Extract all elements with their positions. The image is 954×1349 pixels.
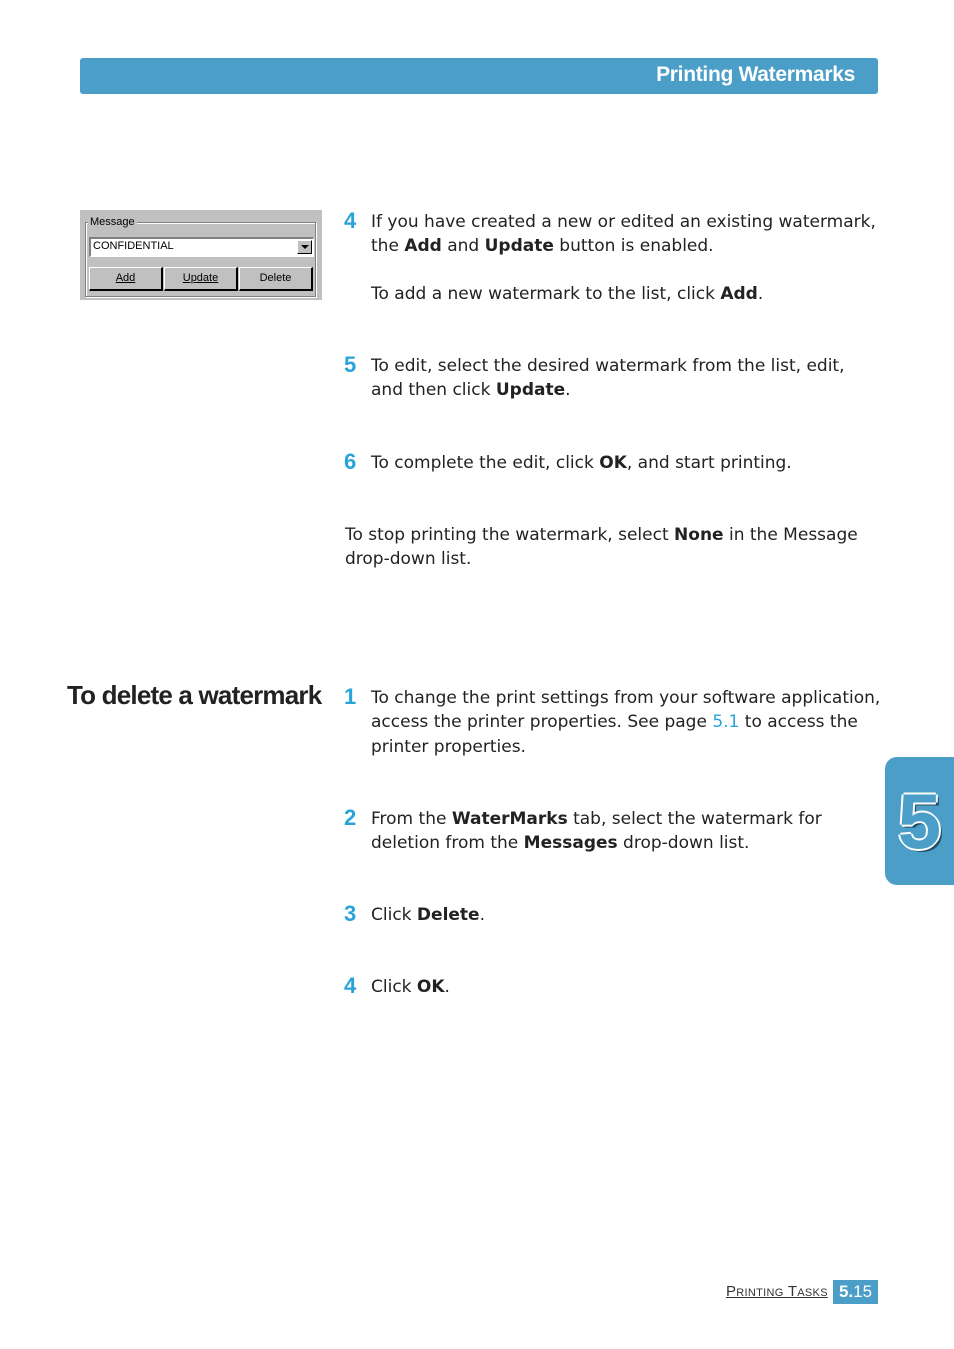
section-title: To delete a watermark <box>67 680 322 710</box>
text-run: To edit, select the desired watermark from the list, edit, and then click <box>371 356 845 401</box>
text-run: . <box>479 905 485 925</box>
bold-run: Update <box>495 380 566 401</box>
bold-run: None <box>674 525 724 545</box>
update-button-label: Update <box>182 272 219 284</box>
text-run: . <box>565 380 571 401</box>
step-text <box>371 903 881 927</box>
bold-run: WaterMarks <box>451 809 568 829</box>
message-group-label: Message <box>90 216 135 228</box>
bold-run: Add <box>404 236 442 257</box>
text-run: . <box>757 284 764 304</box>
bold-run: OK <box>416 977 445 997</box>
bold-run: Update <box>484 236 554 257</box>
text-run: and <box>441 236 485 257</box>
bold-run: Add <box>720 284 758 304</box>
text-run: tab, select the watermark for deletion from the <box>371 809 822 854</box>
chapter-tab <box>885 757 954 885</box>
text-run: , and start printing. <box>626 453 792 473</box>
add-button-label: Add <box>115 272 136 284</box>
text-run: drop-down list. <box>617 833 750 854</box>
step-text <box>371 686 881 759</box>
step-number: 6 <box>344 449 357 474</box>
step-number: 2 <box>344 805 357 830</box>
bold-run: OK <box>599 453 627 473</box>
step-text <box>371 210 881 259</box>
text-run: . <box>444 977 450 997</box>
text-run: To add a new watermark to the list, click <box>371 284 721 304</box>
chapter-number: 5 <box>897 777 942 865</box>
add-button[interactable] <box>89 267 163 291</box>
text-run: From the <box>371 809 452 829</box>
text-run: to access the printer properties. <box>371 712 858 757</box>
text-run: To complete the edit, click <box>371 453 600 473</box>
text-run: Click <box>371 905 417 925</box>
text-run: To stop printing the watermark, select <box>345 525 675 545</box>
step-number: 4 <box>344 973 357 998</box>
footer-page-number <box>833 1280 878 1304</box>
text-run: in the Message drop-down list. <box>345 525 858 570</box>
note-paragraph <box>345 523 875 572</box>
step-text <box>371 807 881 856</box>
step-text <box>371 282 881 306</box>
text-run: If you have created a new or edited an existing watermark, the <box>371 212 876 257</box>
page-chapter: 5. <box>838 1282 854 1301</box>
update-button[interactable] <box>164 267 238 291</box>
step-number: 4 <box>344 208 357 233</box>
footer-section-label: Printing Tasks <box>726 1283 828 1300</box>
page-link[interactable]: 5.1 <box>712 712 740 733</box>
step-number: 3 <box>344 901 357 926</box>
step-text <box>371 451 881 475</box>
message-combo-value: CONFIDENTIAL <box>93 240 174 252</box>
dropdown-arrow-icon[interactable] <box>297 240 312 254</box>
message-combo[interactable] <box>89 237 314 257</box>
header-bar <box>80 58 878 94</box>
step-text <box>371 354 881 403</box>
text-run: Click <box>371 977 417 997</box>
text-run: To change the print settings from your software application, access the printer properties. See page <box>371 688 881 733</box>
header-title: Printing Watermarks <box>656 63 855 86</box>
text-run: button is enabled. <box>553 236 714 257</box>
bold-run: Delete <box>416 905 480 925</box>
delete-button[interactable] <box>239 267 313 291</box>
step-number: 5 <box>344 352 357 377</box>
watermark-message-dialog <box>80 210 322 300</box>
page-num: 15 <box>853 1282 873 1301</box>
delete-button-label: Delete <box>259 272 292 284</box>
step-text <box>371 975 881 999</box>
step-number: 1 <box>344 684 357 709</box>
bold-run: Messages <box>523 833 618 854</box>
